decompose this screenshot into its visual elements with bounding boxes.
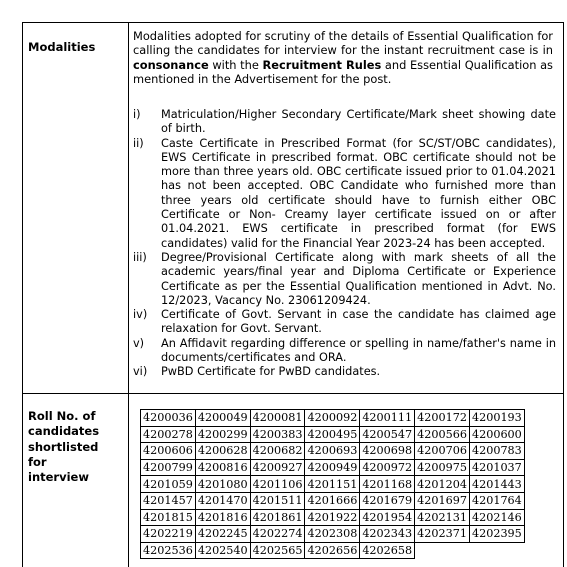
table-row: [141, 476, 525, 493]
roll-number-cell: 4201168: [360, 476, 415, 493]
table-right-border: [563, 22, 564, 567]
roll-number-cell: 4200693: [305, 443, 360, 460]
roll-number-cell: 4202540: [195, 542, 250, 559]
roll-label-line: shortlisted for: [28, 439, 99, 469]
roll-number-cell: 4200927: [250, 459, 305, 476]
roll-number-cell: 4202656: [305, 542, 360, 559]
roll-number-cell: 4201666: [305, 492, 360, 509]
roll-number-cell: 4202131: [415, 509, 470, 526]
roll-number-cell: 4200092: [305, 410, 360, 427]
roll-number-cell: 4200193: [469, 410, 524, 427]
roll-number-cell: 4202343: [360, 526, 415, 543]
roll-number-cell: 4200299: [195, 426, 250, 443]
roll-number-cell: 4200081: [250, 410, 305, 427]
roll-number-cell: 4200783: [469, 443, 524, 460]
roll-number-cell: 4200975: [415, 459, 470, 476]
roll-number-cell: 4200628: [195, 443, 250, 460]
roll-number-cell: 4201443: [469, 476, 524, 493]
roll-number-cell: 4202219: [141, 526, 196, 543]
roll-number-cell: 4201679: [360, 492, 415, 509]
requirements-list: [133, 108, 556, 380]
list-item: iv) Certificate of Govt. Servant in case the candidate has claimed age relaxation for Govt. Servant.: [133, 308, 556, 336]
roll-number-cell: 4201861: [250, 509, 305, 526]
table-row: [141, 410, 525, 427]
roll-number-cell: 4201815: [141, 509, 196, 526]
roll-number-cell: 4202536: [141, 542, 196, 559]
roll-number-cell: 4202371: [415, 526, 470, 543]
roll-number-cell: 4201764: [469, 492, 524, 509]
list-item: vi) PwBD Certificate for PwBD candidates.: [133, 365, 381, 379]
roll-label: [28, 409, 120, 485]
roll-number-cell: 4200606: [141, 443, 196, 460]
table-row: [141, 426, 525, 443]
roll-numbers-table: [140, 409, 525, 559]
modalities-intro: Modalities adopted for scrutiny of the details of Essential Qualification for calling the candidates for interview for the instant recruitment case is in consonance with the Recruitment Rules and Essential Qualification as mentioned in the Advertisement for the post.: [133, 29, 553, 86]
table-row: [141, 542, 525, 559]
roll-number-cell: 4201106: [250, 476, 305, 493]
roll-number-cell: 4200172: [415, 410, 470, 427]
table-row: [141, 459, 525, 476]
modalities-label: Modalities: [28, 40, 96, 54]
table-row: [141, 509, 525, 526]
roll-number-cell: 4200799: [141, 459, 196, 476]
roll-number-cell: 4201816: [195, 509, 250, 526]
roll-number-cell: 4201204: [415, 476, 470, 493]
roll-number-cell: 4200566: [415, 426, 470, 443]
roll-number-cell: 4202146: [469, 509, 524, 526]
table-row: [141, 443, 525, 460]
roll-label-line: interview: [28, 470, 89, 485]
roll-number-cell: 4202274: [250, 526, 305, 543]
roll-number-cell: 4200600: [469, 426, 524, 443]
list-item: ii) Caste Certificate in Prescribed Format (for SC/ST/OBC candidates), EWS Certificate in prescribed format. OBC certificate should not be more than three years old. OBC certificate issued prior to 01.04.2021 has not been accepted. OBC Candidate who furnished more than three years old certificate should have to furnish either OBC Certificate or Non- Creamy layer certificate issued on or after 01.04.2021. EWS certificate in prescribed format (for EWS candidates) valid for the Financial Year 2023-24 has been accepted.: [133, 136, 556, 250]
roll-number-cell: 4202308: [305, 526, 360, 543]
table-row: [141, 526, 525, 543]
roll-number-cell: 4201922: [305, 509, 360, 526]
roll-number-cell: 4202565: [250, 542, 305, 559]
roll-number-cell: 4200547: [360, 426, 415, 443]
roll-number-cell: 4201080: [195, 476, 250, 493]
table-row-divider: [22, 393, 564, 394]
table-left-border: [22, 22, 23, 567]
roll-number-cell: 4201470: [195, 492, 250, 509]
list-item: iii) Degree/Provisional Certificate along with mark sheets of all the academic years/final year and Diploma Certificate or Experience Certificate as per the Essential Qualification mentioned in Advt. No. 12/2023, Vacancy No. 23061209424.: [133, 250, 556, 307]
roll-number-cell: 4201037: [469, 459, 524, 476]
roll-number-cell: 4200972: [360, 459, 415, 476]
roll-number-cell: 4200698: [360, 443, 415, 460]
roll-number-cell: 4200816: [195, 459, 250, 476]
list-item: i) Matriculation/Higher Secondary Certificate/Mark sheet showing date of birth.: [133, 108, 556, 136]
roll-label-line: Roll No. of: [28, 409, 96, 423]
roll-number-cell: 4200682: [250, 443, 305, 460]
roll-number-cell: 4200111: [360, 410, 415, 427]
roll-number-cell: 4200278: [141, 426, 196, 443]
roll-number-cell: 4201511: [250, 492, 305, 509]
list-item: v) An Affidavit regarding difference or spelling in name/father's name in documents/certificates and ORA.: [133, 336, 556, 365]
table-top-border: [22, 22, 564, 23]
roll-number-cell: 4201059: [141, 476, 196, 493]
table-column-divider: [128, 22, 129, 567]
roll-number-cell: 4201697: [415, 492, 470, 509]
roll-number-cell: 4200036: [141, 410, 196, 427]
roll-number-cell: 4200495: [305, 426, 360, 443]
table-row: [141, 492, 525, 509]
roll-number-cell: 4202245: [195, 526, 250, 543]
roll-number-cell: 4202395: [469, 526, 524, 543]
roll-label-line: candidates: [28, 424, 100, 439]
roll-number-cell: 4200383: [250, 426, 305, 443]
roll-number-cell: 4200049: [195, 410, 250, 427]
roll-number-cell: 4201151: [305, 476, 360, 493]
roll-number-cell: 4200706: [415, 443, 470, 460]
roll-number-cell: 4202658: [360, 542, 415, 559]
roll-number-cell: 4200949: [305, 459, 360, 476]
roll-number-cell: 4201954: [360, 509, 415, 526]
roll-number-cell: 4201457: [141, 492, 196, 509]
